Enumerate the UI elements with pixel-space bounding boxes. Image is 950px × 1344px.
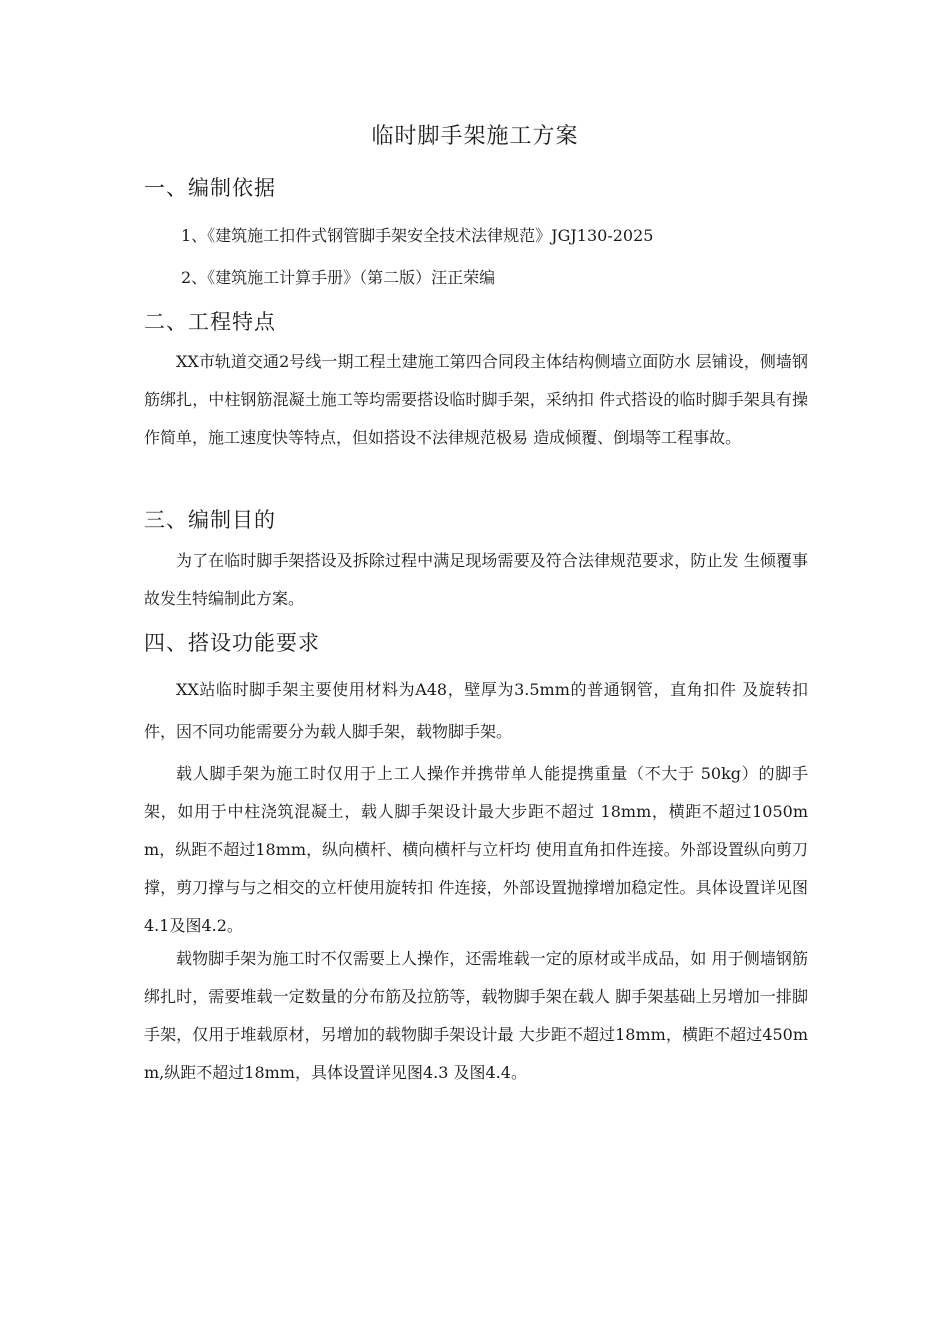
document-title: 临时脚手架施工方案 (371, 124, 579, 149)
section-heading-requirements: 四、搭设功能要求 (144, 631, 320, 655)
paragraph: XX站临时脚手架主要使用材料为A48，壁厚为3.5mm的普通钢管，直角扣件 及旋转扣件，因不同功能需要分为载人脚手架，载物脚手架。 (144, 680, 808, 741)
reference-item: 1、《建筑施工扣件式钢管脚手架安全技术法律规范》JGJ130-2025 (181, 226, 654, 245)
paragraph: 载物脚手架为施工时不仅需要上人操作，还需堆载一定的原材或半成品，如 用于侧墙钢筋绑扎时，需要堆载一定数量的分布筋及拉筋等，载物脚手架在载人 脚手架基础上另增加一排脚手架，仅用于堆载原材，另增加的载物脚手架设计最 大步距不超过18mm，横距不超过450mm,纵距不超过18mm，具体设置详见图4.3 及图4.4。 (144, 949, 808, 1082)
section-heading-basis: 一、编制依据 (144, 176, 276, 200)
section-heading-features: 二、工程特点 (144, 310, 276, 334)
paragraph: 载人脚手架为施工时仅用于上工人操作并携带单人能提携重量（不大于 50kg）的脚手架，如用于中柱浇筑混凝土，载人脚手架设计最大步距不超过 18mm，横距不超过1050mm，纵距不超过18mm，纵向横杆、横向横杆与立杆均 使用直角扣件连接。外部设置纵向剪刀撑，剪刀撑与与之相交的立杆使用旋转扣 件连接，外部设置抛撑增加稳定性。具体设置详见图4.1及图4.2。 (144, 764, 808, 935)
paragraph: 为了在临时脚手架搭设及拆除过程中满足现场需要及符合法律规范要求，防止发 生倾覆事故发生特编制此方案。 (144, 551, 808, 608)
reference-item: 2、《建筑施工计算手册》（第二版）汪正荣编 (181, 268, 496, 287)
section-heading-purpose: 三、编制目的 (144, 508, 276, 532)
paragraph: XX市轨道交通2号线一期工程土建施工第四合同段主体结构侧墙立面防水 层铺设，侧墙钢筋绑扎，中柱钢筋混凝土施工等均需要搭设临时脚手架，采纳扣 件式搭设的临时脚手架具有操作简单，施工速度快等特点，但如搭设不法律规范极易 造成倾覆、倒塌等工程事故。 (144, 352, 808, 447)
